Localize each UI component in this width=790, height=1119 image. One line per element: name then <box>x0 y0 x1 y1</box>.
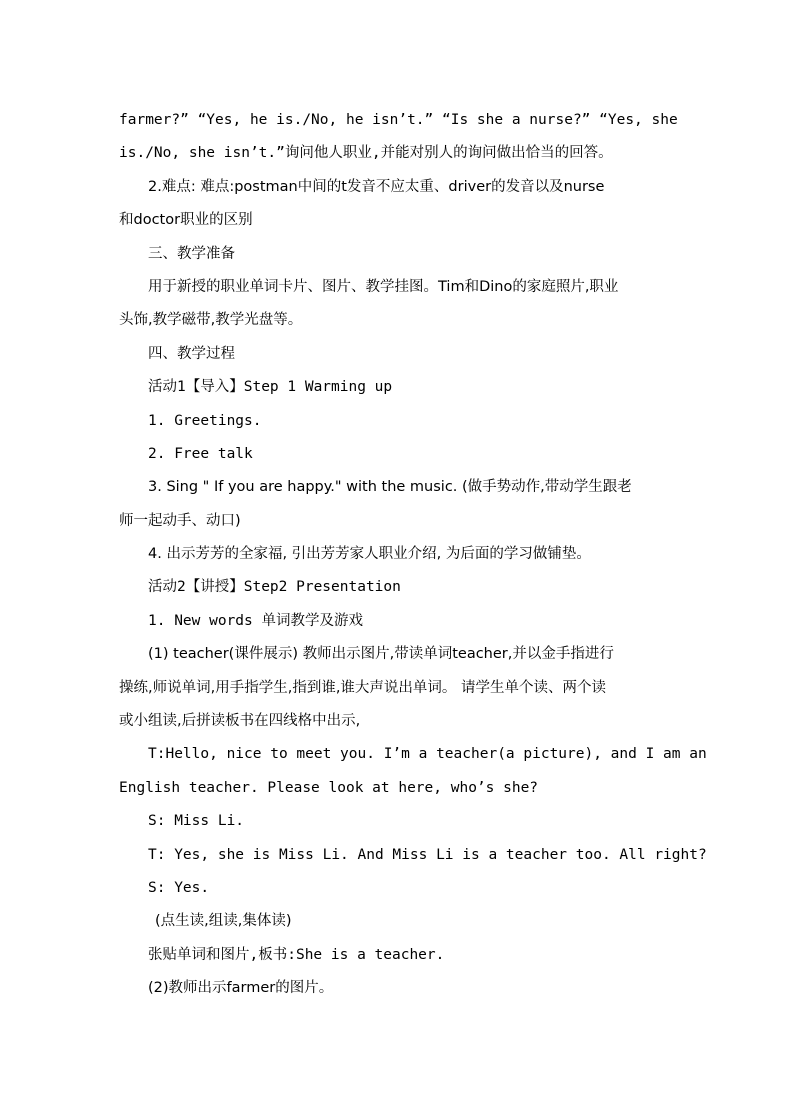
text-line: (2)教师出示farmer的图片。 <box>148 980 334 997</box>
text-line: (1) teacher(课件展示) 教师出示图片,带读单词teacher,并以金手指进行 <box>148 646 614 663</box>
section-heading: 四、教学过程 <box>148 345 235 362</box>
text-line: 和doctor职业的区别 <box>119 212 253 229</box>
activity-heading: 活动1【导入】Step 1 Warming up <box>148 379 393 396</box>
list-item: 1. Greetings. <box>148 412 262 429</box>
list-item: 3. Sing " If you are happy." with the music. (做手势动作,带动学生跟老 <box>148 479 632 496</box>
text-line: 或小组读,后拼读板书在四线格中出示, <box>119 713 361 730</box>
text-line: (点生读,组读,集体读) <box>155 913 292 930</box>
dialogue-line: English teacher. Please look at here, who’s she? <box>119 779 539 796</box>
text-line: 张贴单词和图片,板书:She is a teacher. <box>148 946 445 963</box>
text-line: 2.难点: 难点:postman中间的t发音不应太重、driver的发音以及nurse <box>148 178 605 195</box>
text-line: 头饰,教学磁带,教学光盘等。 <box>119 312 303 329</box>
dialogue-line: S: Miss Li. <box>148 813 245 830</box>
text-line: 操练,师说单词,用手指学生,指到谁,谁大声说出单词。 请学生单个读、两个读 <box>119 679 607 696</box>
document-body <box>119 104 707 1006</box>
activity-heading: 活动2【讲授】Step2 Presentation <box>148 579 401 596</box>
list-item: 2. Free talk <box>148 445 253 462</box>
list-item: 1. New words 单词教学及游戏 <box>148 612 363 629</box>
text-line: 用于新授的职业单词卡片、图片、教学挂图。Tim和Dino的家庭照片,职业 <box>148 278 619 295</box>
text-line: farmer?” “Yes, he is./No, he isn’t.” “Is she a nurse?” “Yes, she <box>119 112 678 128</box>
dialogue-line: T: Yes, she is Miss Li. And Miss Li is a teacher too. All right? <box>148 846 707 863</box>
list-item: 4. 出示芳芳的全家福, 引出芳芳家人职业介绍, 为后面的学习做铺垫。 <box>148 546 591 563</box>
text-line: is./No, she isn’t.”询问他人职业,并能对别人的询问做出恰当的回答。 <box>119 145 613 162</box>
dialogue-line: T:Hello, nice to meet you. I’m a teacher(a picture), and I am an <box>148 746 707 763</box>
text-line: 师一起动手、动口) <box>119 512 241 529</box>
section-heading: 三、教学准备 <box>148 245 235 262</box>
dialogue-line: S: Yes. <box>148 879 210 896</box>
